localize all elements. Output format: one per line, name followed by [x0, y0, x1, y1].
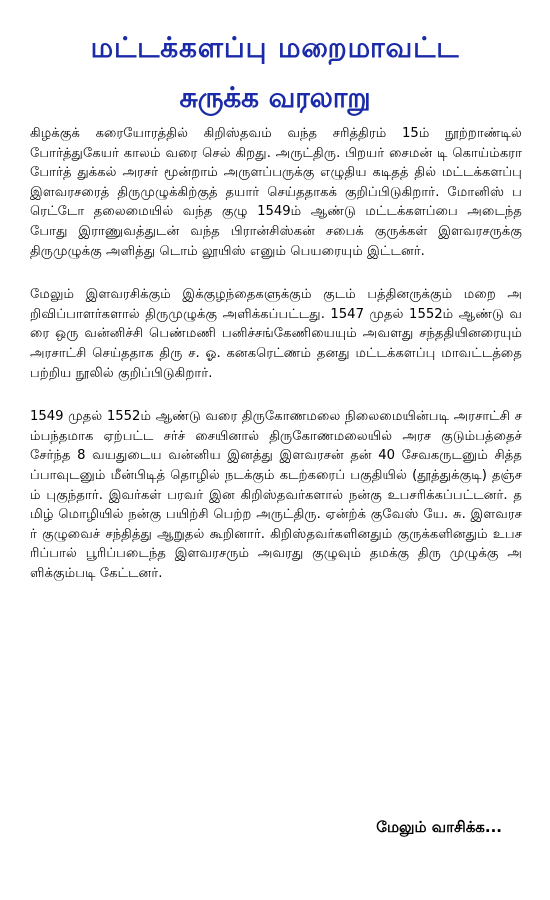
- article-paragraph-3: 1549 முதல் 1552ம் ஆண்டு வரை திருகோணமலை நிலைமையின்படி அரசாட்சி சம்பந்தமாக ஏற்பட்ட சர்ச் சையினால் திருகோணமலையில் அரச குடும்பத்தைச் சேர்ந்த 8 வயதுடைய வன்னிய இனத்து இளவரசன் தன் 40 சேவகருடனும் சித்தப்பாவுடனும் மீன்பிடித் தொழில் நடக்கும் கடற்கரைப் பகுதியில் (தூத்துக்குடி) தஞ்சம் புகுந்தார். இவர்கள் பரவர் இன கிறிஸ்தவர்களால் நன்கு உபசரிக்கப்பட்டனர். தமிழ் மொழியில் நன்கு பயிற்சி பெற்ற அருட்திரு. ஏன்ற்க் குவேஸ் யே. சு. இளவரசர் குழுவைச் சந்தித்து ஆறுதல் கூறினார். கிறிஸ்தவர்களினதும் குருக்களினதும் உபசரிப்பால் பூரிப்படைந்த இளவரசரும் அவரது குழுவும் தமக்கு திரு முழுக்கு அளிக்கும்படி கேட்டனர்.: [30, 409, 522, 581]
- header: [0, 28, 550, 120]
- page-title: மட்டக்களப்பு மறைமாவட்ட: [90, 31, 460, 64]
- read-more-link[interactable]: மேலும் வாசிக்க...: [376, 818, 502, 836]
- page-subtitle: சுருக்க வரலாறு: [179, 81, 371, 114]
- article-paragraph-2: மேலும் இளவரசிக்கும் இக்குழந்தைகளுக்கும் குடம் பத்தினருக்கும் மறை அறிவிப்பாளர்களால் திருமுழுக்கு அளிக்கப்பட்டது. 1547 முதல் 1552ம் ஆண்டு வரை ஒரு வன்னிச்சி பெண்மணி பனிச்சங்கேணியையும் அவளது சந்ததியினரையும் அரசாட்சி செய்ததாக திரு ச. ஓ. கனகரெட்ணம் தனது மட்டக்களப்பு மாவட்டத்தை பற்றிய நூலில் குறிப்பிடுகிறார்.: [30, 287, 522, 381]
- article-paragraph-1: கிழக்குக் கரையோரத்தில் கிறிஸ்தவம் வந்த சரித்திரம் 15ம் நூற்றாண்டில் போர்த்துகேயர் காலம் வரை செல் கிறது. அருட்திரு. பிறயர் சைமன் டி கொய்ம்கரா போர்த் துக்கல் அரசர் மூன்றாம் அருளப்பருக்கு எழுதிய கடிதத் தில் மட்டக்களப்பு இளவரசரைத் திருமுழுக்கிற்குத் தயார் செய்ததாகக் குறிப்பிடுகிறார். மோனிஸ் பரெட்டோ தலைமையில் வந்த குழு 1549ம் ஆண்டு மட்டக்களப்பை அடைந்தபோது இராணுவத்துடன் வந்த பிரான்சிஸ்கன் சபைக் குருக்கள் இளவரசருக்கு திருமுழுக்கு அளித்து டொம் லூயிஸ் எனும் பெயரையும் இட்டனர்.: [30, 126, 522, 259]
- article-body: [30, 124, 522, 607]
